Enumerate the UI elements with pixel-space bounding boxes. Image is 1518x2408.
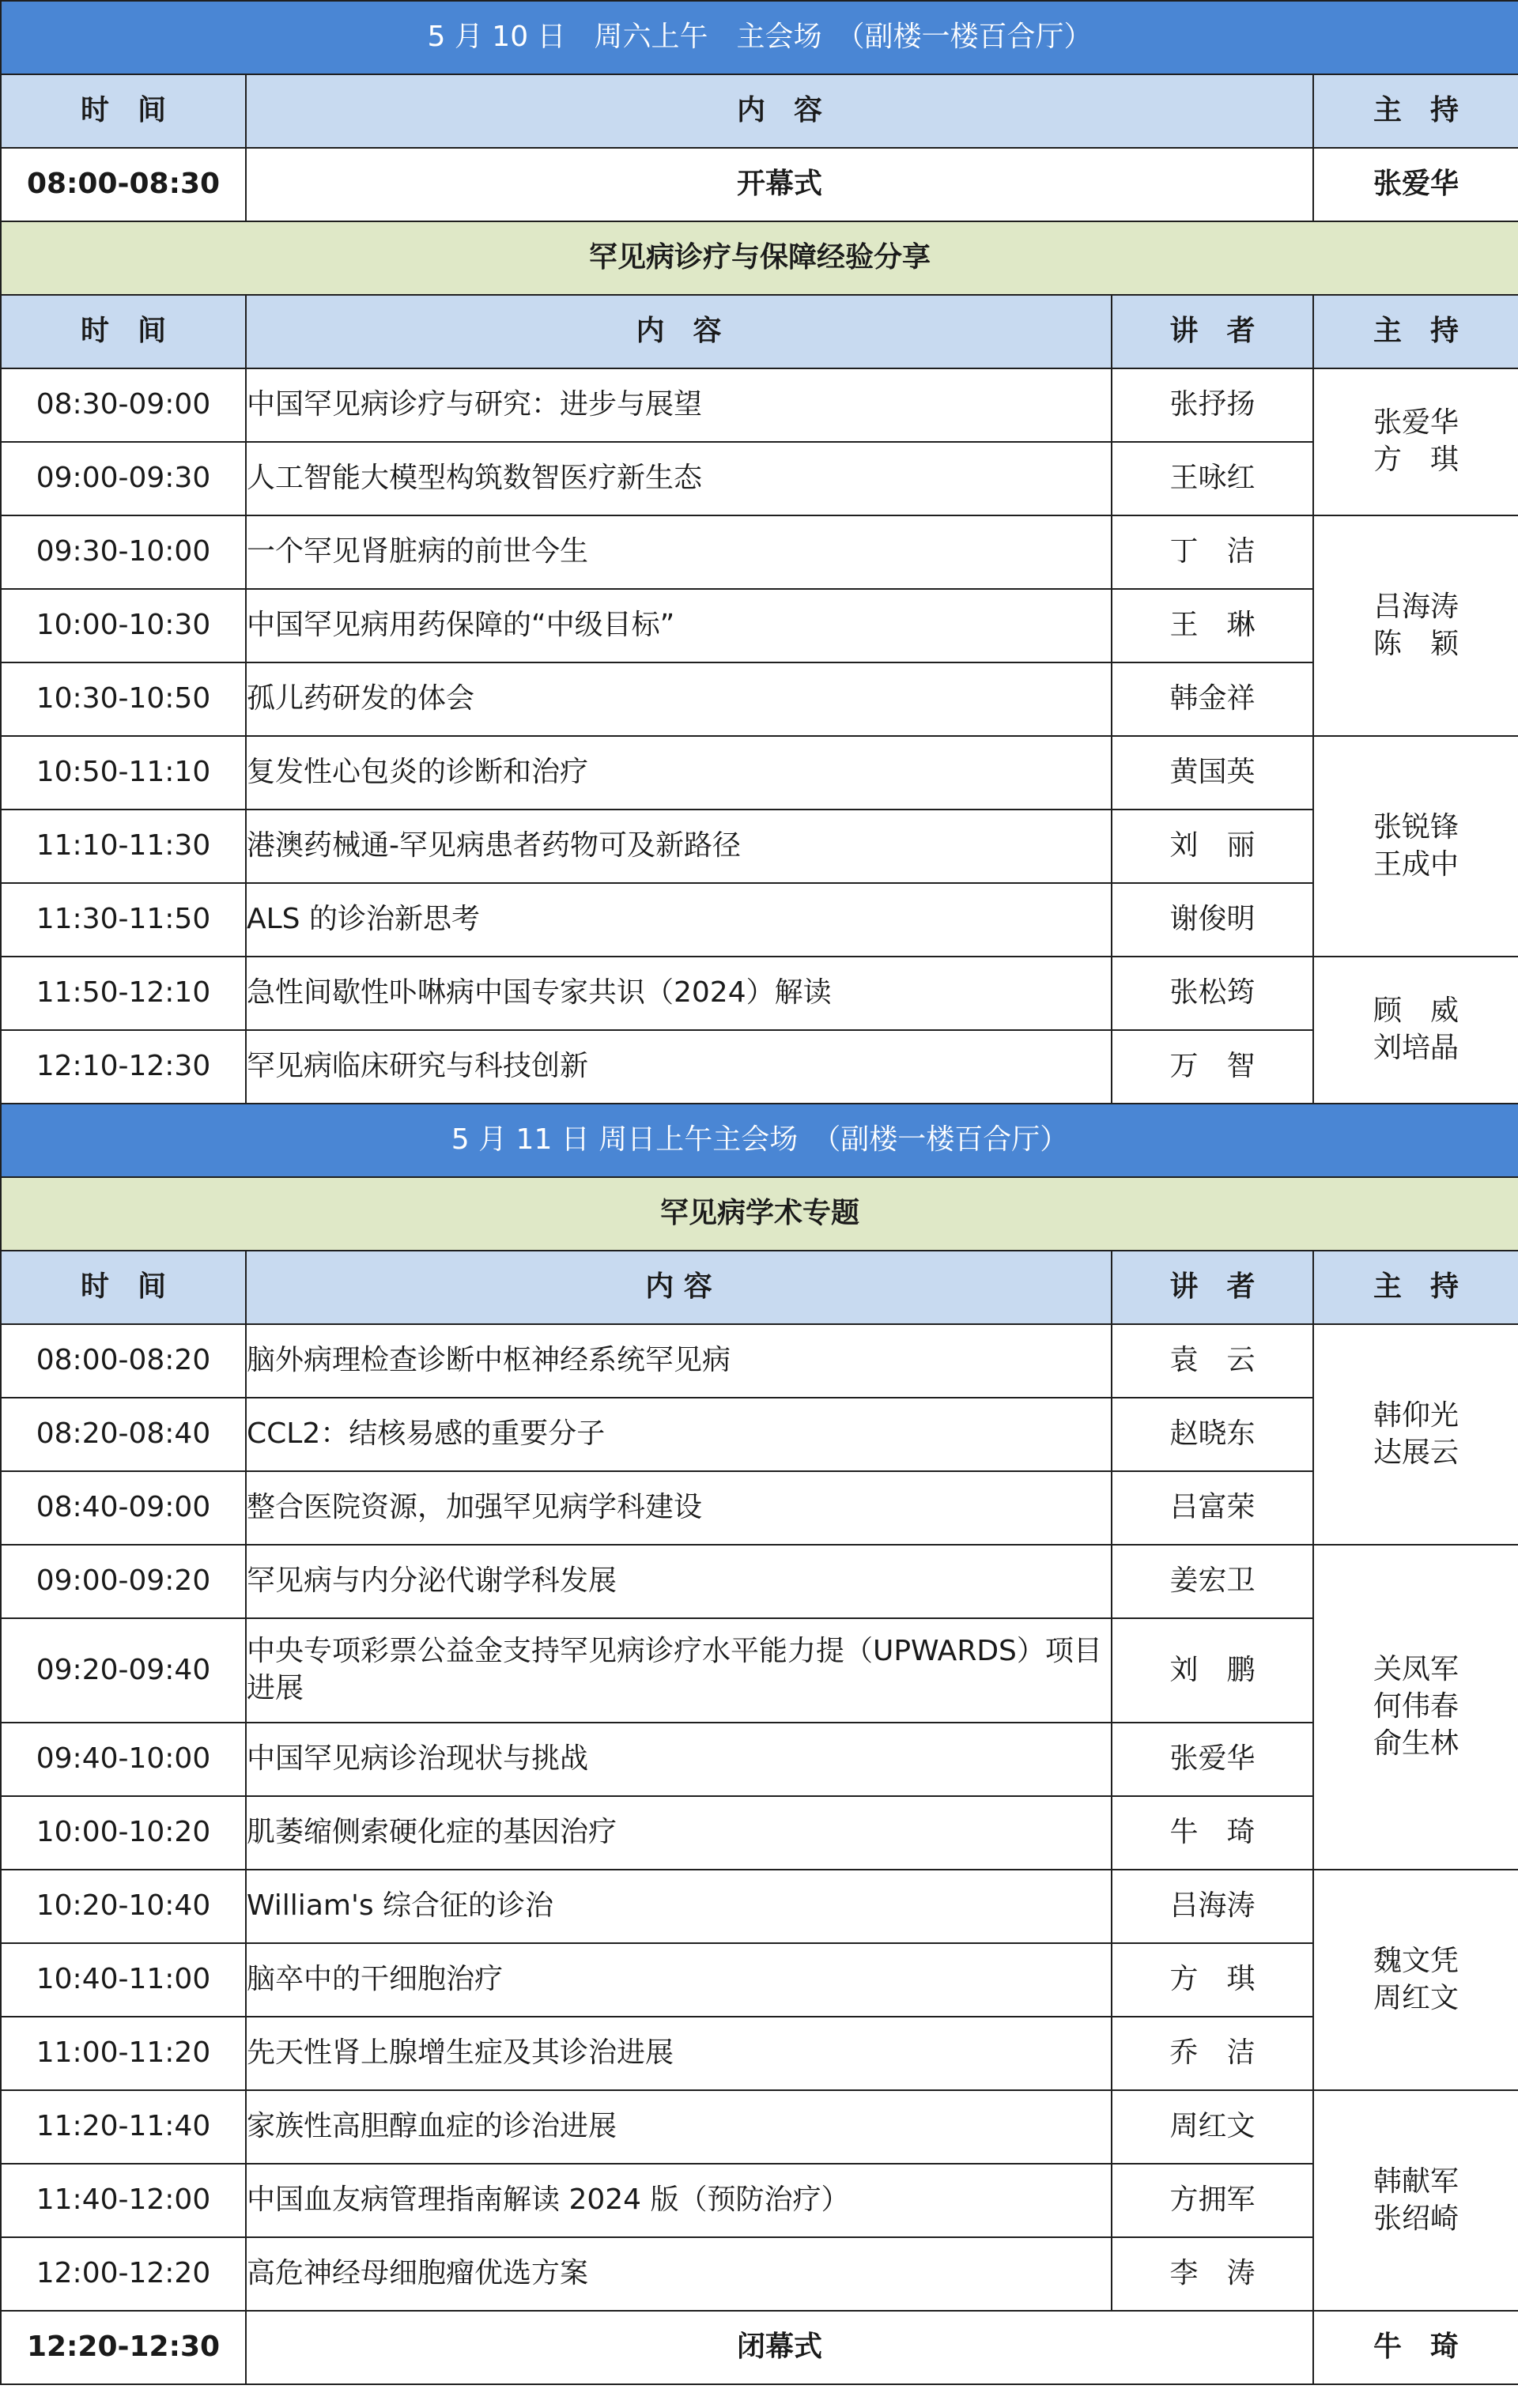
closing-host: 牛 琦 [1313, 2311, 1518, 2384]
session-topic: 高危神经母细胞瘤优选方案 [246, 2237, 1112, 2311]
host-name: 韩献军 [1373, 2165, 1459, 2198]
session-topic: William's 综合征的诊治 [246, 1870, 1112, 1943]
table-row [1, 368, 1518, 442]
session-topic: 中国罕见病诊疗与研究：进步与展望 [246, 368, 1112, 442]
table-row [1, 810, 1518, 883]
table-row [1, 1796, 1518, 1870]
session-topic: 中国血友病管理指南解读 2024 版（预防治疗） [246, 2164, 1112, 2237]
table-row [1, 2017, 1518, 2090]
session-speaker: 乔 洁 [1112, 2017, 1313, 2090]
session-speaker: 张爱华 [1112, 1723, 1313, 1796]
session-hosts [1313, 515, 1518, 736]
table-row [1, 957, 1518, 1030]
host-name: 顾 威 [1373, 995, 1459, 1028]
table-row [1, 1398, 1518, 1471]
col-time: 时 间 [1, 295, 246, 368]
session-time: 11:30-11:50 [1, 883, 246, 957]
session-speaker: 刘 鹏 [1112, 1618, 1313, 1723]
col-time: 时 间 [1, 74, 246, 148]
session-speaker: 韩金祥 [1112, 662, 1313, 736]
table-row [1, 662, 1518, 736]
session-hosts [1313, 368, 1518, 515]
host-name: 刘培晶 [1373, 1032, 1459, 1064]
day1-section-row [1, 221, 1518, 295]
session-hosts [1313, 1324, 1518, 1545]
session-time: 11:50-12:10 [1, 957, 246, 1030]
table-row [1, 1471, 1518, 1545]
col-content: 内 容 [246, 295, 1112, 368]
session-time: 10:40-11:00 [1, 1943, 246, 2017]
col-speaker: 讲 者 [1112, 1251, 1313, 1324]
host-name: 魏文凭 [1373, 1944, 1459, 1977]
session-topic: 中央专项彩票公益金支持罕见病诊疗水平能力提（UPWARDS）项目进展 [246, 1618, 1112, 1723]
table-row [1, 2164, 1518, 2237]
session-time: 11:10-11:30 [1, 810, 246, 883]
host-name: 陈 颖 [1373, 627, 1459, 660]
day1-opening-column-header [1, 74, 1518, 148]
session-speaker: 张松筠 [1112, 957, 1313, 1030]
session-time: 08:40-09:00 [1, 1471, 246, 1545]
session-time: 10:30-10:50 [1, 662, 246, 736]
session-hosts [1313, 736, 1518, 957]
table-row [1, 1943, 1518, 2017]
session-speaker: 吕富荣 [1112, 1471, 1313, 1545]
session-topic: 脑卒中的干细胞治疗 [246, 1943, 1112, 2017]
day2-section-row [1, 1177, 1518, 1251]
session-time: 08:30-09:00 [1, 368, 246, 442]
table-row [1, 589, 1518, 662]
table-row [1, 2237, 1518, 2311]
session-time: 12:10-12:30 [1, 1030, 246, 1104]
opening-title: 开幕式 [246, 148, 1313, 221]
session-topic: CCL2：结核易感的重要分子 [246, 1398, 1112, 1471]
host-name: 张锐锋 [1373, 810, 1459, 844]
closing-ceremony-row [1, 2311, 1518, 2384]
session-time: 10:00-10:30 [1, 589, 246, 662]
session-speaker: 刘 丽 [1112, 810, 1313, 883]
col-host: 主 持 [1313, 295, 1518, 368]
col-host: 主 持 [1313, 1251, 1518, 1324]
closing-time: 12:20-12:30 [1, 2311, 246, 2384]
day1-section-title: 罕见病诊疗与保障经验分享 [1, 221, 1518, 295]
day1-header: 5 月 10 日 周六上午 主会场 （副楼一楼百合厅） [1, 1, 1518, 74]
table-row [1, 1723, 1518, 1796]
session-time: 08:00-08:20 [1, 1324, 246, 1398]
day2-section-title: 罕见病学术专题 [1, 1177, 1518, 1251]
session-topic: 先天性肾上腺增生症及其诊治进展 [246, 2017, 1112, 2090]
host-name: 吕海涛 [1373, 590, 1459, 623]
col-content: 内 容 [246, 74, 1313, 148]
session-topic: 脑外病理检查诊断中枢神经系统罕见病 [246, 1324, 1112, 1398]
col-host: 主 持 [1313, 74, 1518, 148]
session-time: 12:00-12:20 [1, 2237, 246, 2311]
host-name: 关凤军 [1373, 1653, 1459, 1686]
host-name: 韩仰光 [1373, 1398, 1459, 1432]
col-time: 时 间 [1, 1251, 246, 1324]
session-speaker: 张抒扬 [1112, 368, 1313, 442]
day2-header: 5 月 11 日 周日上午主会场 （副楼一楼百合厅） [1, 1104, 1518, 1177]
session-speaker: 周红文 [1112, 2090, 1313, 2164]
session-time: 08:20-08:40 [1, 1398, 246, 1471]
day1-header-row [1, 1, 1518, 74]
col-speaker: 讲 者 [1112, 295, 1313, 368]
host-name: 王成中 [1373, 847, 1459, 881]
session-speaker: 姜宏卫 [1112, 1545, 1313, 1618]
session-topic: 一个罕见肾脏病的前世今生 [246, 515, 1112, 589]
table-row [1, 1545, 1518, 1618]
session-hosts [1313, 1870, 1518, 2090]
session-speaker: 袁 云 [1112, 1324, 1313, 1398]
session-topic: 孤儿药研发的体会 [246, 662, 1112, 736]
session-hosts [1313, 2090, 1518, 2311]
session-topic: 罕见病与内分泌代谢学科发展 [246, 1545, 1112, 1618]
table-row [1, 1618, 1518, 1723]
session-topic: 中国罕见病诊治现状与挑战 [246, 1723, 1112, 1796]
table-row [1, 515, 1518, 589]
session-speaker: 赵晓东 [1112, 1398, 1313, 1471]
session-speaker: 李 涛 [1112, 2237, 1313, 2311]
host-name: 张爱华 [1373, 406, 1459, 440]
host-name: 何伟春 [1373, 1690, 1459, 1723]
opening-host: 张爱华 [1313, 148, 1518, 221]
session-topic: ALS 的诊治新思考 [246, 883, 1112, 957]
session-topic: 人工智能大模型构筑数智医疗新生态 [246, 442, 1112, 515]
session-time: 09:20-09:40 [1, 1618, 246, 1723]
session-time: 09:30-10:00 [1, 515, 246, 589]
session-speaker: 万 智 [1112, 1030, 1313, 1104]
session-time: 11:40-12:00 [1, 2164, 246, 2237]
session-speaker: 牛 琦 [1112, 1796, 1313, 1870]
session-speaker: 黄国英 [1112, 736, 1313, 810]
session-topic: 整合医院资源，加强罕见病学科建设 [246, 1471, 1112, 1545]
session-speaker: 谢俊明 [1112, 883, 1313, 957]
session-topic: 港澳药械通-罕见病患者药物可及新路径 [246, 810, 1112, 883]
host-name: 俞生林 [1373, 1727, 1459, 1760]
session-speaker: 王咏红 [1112, 442, 1313, 515]
session-topic: 肌萎缩侧索硬化症的基因治疗 [246, 1796, 1112, 1870]
host-name: 周红文 [1373, 1981, 1459, 2014]
session-time: 09:00-09:20 [1, 1545, 246, 1618]
day1-column-header [1, 295, 1518, 368]
session-speaker: 王 琳 [1112, 589, 1313, 662]
opening-ceremony-row [1, 148, 1518, 221]
session-speaker: 丁 洁 [1112, 515, 1313, 589]
session-speaker: 吕海涛 [1112, 1870, 1313, 1943]
day2-column-header [1, 1251, 1518, 1324]
session-speaker: 方拥军 [1112, 2164, 1313, 2237]
session-hosts [1313, 1545, 1518, 1870]
host-name: 方 琪 [1373, 443, 1459, 476]
host-name: 达展云 [1373, 1436, 1459, 1469]
day2-header-row [1, 1104, 1518, 1177]
table-row [1, 736, 1518, 810]
session-time: 09:00-09:30 [1, 442, 246, 515]
session-time: 10:20-10:40 [1, 1870, 246, 1943]
session-topic: 急性间歇性卟啉病中国专家共识（2024）解读 [246, 957, 1112, 1030]
closing-title: 闭幕式 [246, 2311, 1313, 2384]
session-topic: 中国罕见病用药保障的“中级目标” [246, 589, 1112, 662]
table-row [1, 1030, 1518, 1104]
host-name: 张绍崎 [1373, 2202, 1459, 2235]
table-row [1, 883, 1518, 957]
session-topic: 罕见病临床研究与科技创新 [246, 1030, 1112, 1104]
session-time: 10:00-10:20 [1, 1796, 246, 1870]
table-row [1, 2090, 1518, 2164]
col-content: 内 容 [246, 1251, 1112, 1324]
session-time: 11:20-11:40 [1, 2090, 246, 2164]
opening-time: 08:00-08:30 [1, 148, 246, 221]
table-row [1, 442, 1518, 515]
session-time: 11:00-11:20 [1, 2017, 246, 2090]
table-row [1, 1870, 1518, 1943]
session-time: 10:50-11:10 [1, 736, 246, 810]
session-time: 09:40-10:00 [1, 1723, 246, 1796]
session-hosts [1313, 957, 1518, 1104]
session-speaker: 方 琪 [1112, 1943, 1313, 2017]
session-topic: 家族性高胆醇血症的诊治进展 [246, 2090, 1112, 2164]
table-row [1, 1324, 1518, 1398]
session-topic: 复发性心包炎的诊断和治疗 [246, 736, 1112, 810]
